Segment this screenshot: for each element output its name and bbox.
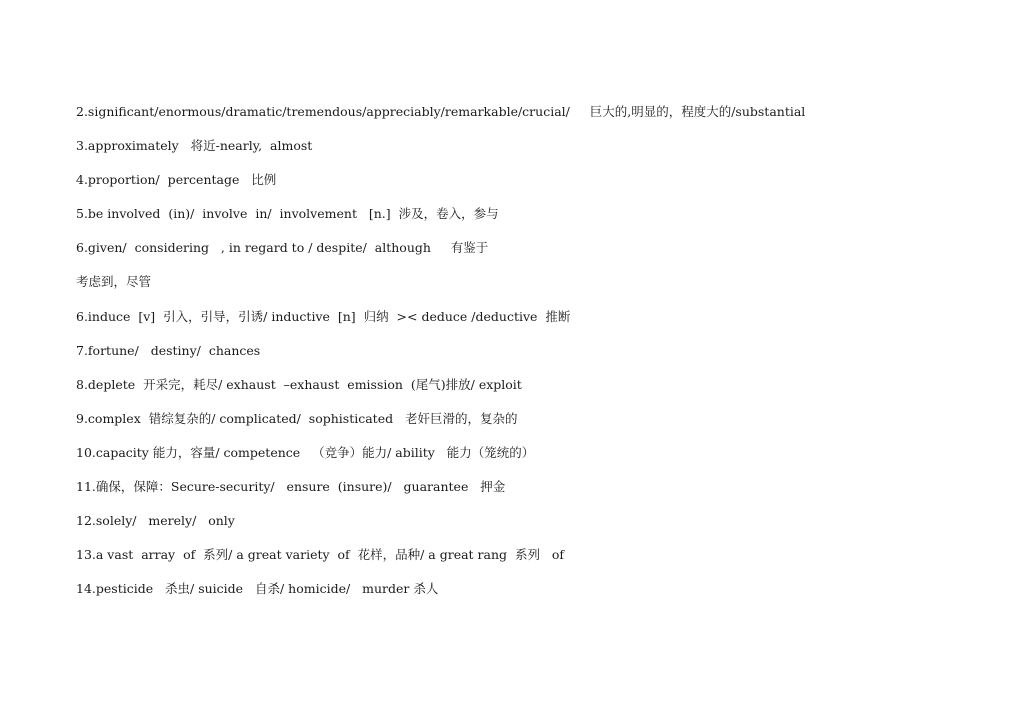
vocab-line-12: 12.solely/ merely/ only <box>76 513 235 528</box>
vocab-line-9: 9.complex 错综复杂的/ complicated/ sophisticated 老奸巨滑的，复杂的 <box>76 411 518 426</box>
vocab-line-13: 13.a vast array of 系列/ a great variety of 花样，品种/ a great rang 系列 of <box>76 547 565 562</box>
vocab-line-3: 3.approximately 将近-nearly, almost <box>76 138 313 153</box>
vocab-line-7: 7.fortune/ destiny/ chances <box>76 343 261 358</box>
vocab-line-8: 8.deplete 开采完，耗尽/ exhaust –exhaust emission (尾气)排放/ exploit <box>76 377 522 392</box>
vocab-line-11: 11.确保，保障：Secure-security/ ensure (insure)/ guarantee 押金 <box>76 479 506 494</box>
vocab-line-6a-cont: 考虑到，尽管 <box>76 274 152 289</box>
vocab-line-6b: 6.induce [v] 引入，引导，引诱/ inductive [n] 归纳 >< deduce /deductive 推断 <box>76 309 571 324</box>
vocab-line-4: 4.proportion/ percentage 比例 <box>76 172 277 187</box>
vocab-line-14: 14.pesticide 杀虫/ suicide 自杀/ homicide/ murder 杀人 <box>76 581 439 596</box>
vocab-line-10: 10.capacity 能力，容量/ competence （竞争）能力/ ability 能力（笼统的） <box>76 445 535 460</box>
vocab-line-5: 5.be involved (in)/ involve in/ involvement [n.] 涉及，卷入，参与 <box>76 206 499 221</box>
vocab-line-6a: 6.given/ considering , in regard to / despite/ although 有鉴于 <box>76 240 489 255</box>
vocab-line-2: 2.significant/enormous/dramatic/tremendous/appreciably/remarkable/crucial/ 巨大的,明显的，程度大的/substantial <box>76 104 806 119</box>
